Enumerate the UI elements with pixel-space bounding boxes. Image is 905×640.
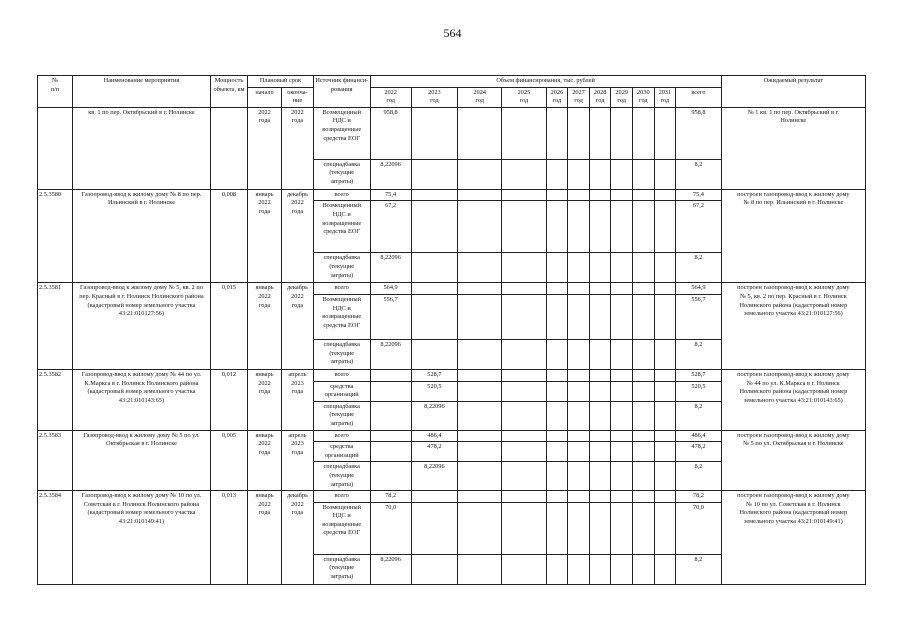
row-source: всего [313,369,370,381]
row-value [654,381,676,401]
row-power: 0,015 [210,283,247,370]
row-value [611,369,633,381]
row-value: 8,2 [676,159,721,189]
header-year: 2023 год [411,87,457,107]
row-value [546,159,568,189]
row-value [633,253,655,283]
row-end: декабрь 2022 года [282,491,314,585]
row-value [568,462,590,491]
row-value [589,430,611,442]
row-source: средства организаций [313,442,370,462]
row-value [633,201,655,253]
row-value [502,554,546,584]
row-value [654,253,676,283]
row-end: декабрь 2022 года [282,189,314,283]
row-value [633,462,655,491]
row-value [568,491,590,503]
row-value [546,189,568,201]
row-value: 486,4 [411,430,457,442]
row-source: спецнадбавка (текущие затраты) [313,339,370,369]
row-value: 8,2 [676,401,721,430]
row-value [370,369,411,381]
header-volume: Объем финансирования, тыс. рублей [370,76,721,88]
row-value [546,294,568,339]
row-value [458,253,502,283]
row-value [568,189,590,201]
row-value [546,554,568,584]
row-value [611,253,633,283]
row-value [654,159,676,189]
row-value [654,491,676,503]
row-value [568,442,590,462]
row-value [458,294,502,339]
row-value [568,401,590,430]
row-source: спецнадбавка (текущие затраты) [313,462,370,491]
row-value [654,462,676,491]
header-end: оконча- ние [282,87,314,107]
row-value [633,401,655,430]
row-value [458,107,502,159]
row-value [502,339,546,369]
row-value [654,107,676,159]
row-value [411,339,457,369]
row-source: спецнадбавка (текущие затраты) [313,159,370,189]
table-body [38,76,866,585]
row-power: 0,008 [210,189,247,283]
row-value [568,159,590,189]
row-value [458,381,502,401]
row-value [411,491,457,503]
table-row [38,283,866,295]
row-value [633,502,655,554]
row-value [458,189,502,201]
header-year: всего [676,87,721,107]
row-value [654,430,676,442]
header-source: Источник финанси- рования [313,76,370,108]
row-value [546,369,568,381]
row-result: построен газопровод-ввод к жилому дому № 10 по ул. Советская в г. Нолинск Нолинского района (кадастровый номер земельного участка 43:21:010149:41) [721,491,865,585]
row-value [458,283,502,295]
row-source: Возмещенный НДС и возвращенные средства ЕОГ [313,502,370,554]
row-value [589,381,611,401]
row-value [411,159,457,189]
row-value [633,189,655,201]
table-row [38,189,866,201]
row-start: январь 2022 года [248,369,282,430]
row-source: Возмещенный НДС и возвращенные средства ЕОГ [313,107,370,159]
row-result: построен газопровод-ввод к жилому дому № 5 по ул. Октябрьская в г. Нолинске [721,430,865,491]
row-value [568,369,590,381]
row-value [611,294,633,339]
row-name: Газопровод-ввод к жилому дому № 10 по ул. Советская в г. Нолинск Нолинского района (кадастровый номер земельного участка 43:21:010149:41) [73,491,211,585]
row-value [458,339,502,369]
row-power [210,107,247,189]
header-num: № п/п [38,76,73,108]
row-value [546,442,568,462]
row-value [633,442,655,462]
row-value [411,554,457,584]
row-value [611,339,633,369]
row-start: 2022 года [248,107,282,189]
row-num: 2.5.3583 [38,430,73,491]
row-value [611,462,633,491]
row-value: 486,4 [676,430,721,442]
header-year: 2026 год [546,87,568,107]
row-name: Газопровод-ввод к жилому дому № 5 по ул. Октябрьская в г. Нолинске [73,430,211,491]
row-value [502,502,546,554]
row-value [589,107,611,159]
row-value [589,462,611,491]
row-value [611,189,633,201]
financing-table [37,75,866,585]
table-row [38,107,866,159]
row-power: 0,005 [210,430,247,491]
row-value [568,253,590,283]
row-value [502,283,546,295]
row-source: спецнадбавка (текущие затраты) [313,554,370,584]
row-source: Возмещенный НДС и возвращенные средства ЕОГ [313,294,370,339]
row-value: 556,7 [370,294,411,339]
row-value [502,159,546,189]
row-source: всего [313,189,370,201]
row-value: 564,9 [370,283,411,295]
row-value [568,381,590,401]
header-start: начало [248,87,282,107]
row-value [633,491,655,503]
row-value [633,430,655,442]
row-value [568,339,590,369]
row-value [458,430,502,442]
row-value [411,107,457,159]
row-num: 2.5.3582 [38,369,73,430]
row-value [502,401,546,430]
row-value: 8,22096 [370,554,411,584]
row-value [611,283,633,295]
row-num: 2.5.3580 [38,189,73,283]
row-value [633,283,655,295]
row-value [654,442,676,462]
row-value [502,430,546,442]
row-value [546,491,568,503]
row-value: 958,8 [370,107,411,159]
row-value [589,159,611,189]
row-value [611,201,633,253]
header-name: Наименование мероприятия [73,76,211,108]
row-value [611,159,633,189]
row-start: январь 2022 года [248,491,282,585]
row-value [589,283,611,295]
table-row [38,491,866,503]
row-start: январь 2022 года [248,189,282,283]
row-value [458,491,502,503]
row-name: кв. 1 по пер. Октябрьский в г. Нолинске [73,107,211,189]
row-value [502,253,546,283]
row-value [633,107,655,159]
row-end: апрель 2023 года [282,430,314,491]
header-year: 2029 год [611,87,633,107]
header-year: 2022 год [370,87,411,107]
row-name: Газопровод-ввод к жилому дому № 44 по ул. К.Маркса в г. Нолинск Нолинского района (кадастровый номер земельного участка 43:21:010143:65) [73,369,211,430]
row-value [589,201,611,253]
row-value [546,253,568,283]
header-result: Ожидаемый результат [721,76,865,108]
row-value [633,339,655,369]
row-value [370,430,411,442]
header-period: Плановый срок [248,76,314,88]
row-end: декабрь 2022 года [282,283,314,370]
row-value [568,502,590,554]
header-year: 2028 год [589,87,611,107]
row-source: всего [313,491,370,503]
row-value: 70,0 [370,502,411,554]
row-value [654,189,676,201]
row-value [654,502,676,554]
row-value [546,201,568,253]
row-value [546,462,568,491]
row-value [568,201,590,253]
row-value [589,502,611,554]
row-power: 0,013 [210,491,247,585]
row-source: средства организаций [313,381,370,401]
row-value [611,554,633,584]
row-value [589,253,611,283]
row-value [370,462,411,491]
row-value [458,369,502,381]
row-value [411,253,457,283]
row-source: спецнадбавка (текущие затраты) [313,253,370,283]
row-end: 2022 года [282,107,314,189]
row-source: спецнадбавка (текущие затраты) [313,401,370,430]
row-value [654,401,676,430]
row-value [546,107,568,159]
row-value [611,491,633,503]
row-value [589,369,611,381]
row-value [458,159,502,189]
row-source: всего [313,283,370,295]
row-value [654,294,676,339]
row-value: 75,4 [370,189,411,201]
row-value [654,201,676,253]
row-value [633,369,655,381]
row-value [633,554,655,584]
row-value [654,339,676,369]
row-value [458,442,502,462]
row-value: 67,2 [370,201,411,253]
row-value [370,442,411,462]
header-power: Мощность объекта, км [210,76,247,108]
row-value [568,554,590,584]
row-value [502,294,546,339]
row-value [589,554,611,584]
row-value: 958,8 [676,107,721,159]
row-value [546,283,568,295]
row-value: 528,7 [411,369,457,381]
row-value: 556,7 [676,294,721,339]
row-start: январь 2022 года [248,283,282,370]
row-value [589,491,611,503]
row-value [502,381,546,401]
row-value [611,502,633,554]
row-start: январь 2022 года [248,430,282,491]
row-value [589,401,611,430]
header-year: 2025 год [502,87,546,107]
row-value [589,339,611,369]
row-value [411,189,457,201]
row-result: построен газопровод-ввод к жилому дому № 44 по ул. К.Маркса в г. Нолинск Нолинского района (кадастровый номер земельного участка 43:21:010143:65) [721,369,865,430]
row-num [38,107,73,189]
row-value: 8,22096 [370,339,411,369]
row-value [611,381,633,401]
row-value [568,107,590,159]
row-result: построен газопровод-ввод к жилому дому № 8 по пер. Ильинский в г. Нолинске [721,189,865,283]
row-power: 0,012 [210,369,247,430]
row-value: 78,2 [370,491,411,503]
row-value [654,554,676,584]
row-value [458,554,502,584]
row-value [411,283,457,295]
row-value [411,294,457,339]
row-value: 70,0 [676,502,721,554]
row-value [458,401,502,430]
row-value [546,401,568,430]
row-value [611,442,633,462]
row-value: 67,2 [676,201,721,253]
row-value: 8,22096 [411,401,457,430]
row-value [502,107,546,159]
row-value [411,502,457,554]
row-value [502,201,546,253]
row-value: 78,2 [676,491,721,503]
row-value [458,462,502,491]
row-value: 528,7 [676,369,721,381]
row-value [568,430,590,442]
row-value [546,381,568,401]
row-value [568,283,590,295]
table-row [38,430,866,442]
row-value [546,430,568,442]
row-value [502,189,546,201]
row-value [654,283,676,295]
row-value [502,491,546,503]
row-value [589,442,611,462]
row-value [654,369,676,381]
row-value [370,401,411,430]
row-value [589,294,611,339]
row-name: Газопровод-ввод к жилому дому № 5, кв. 2 по пер. Красный в г. Нолинск Нолинского района (кадастровый номер земельного участка 43:21:010127:56) [73,283,211,370]
row-value [568,294,590,339]
row-value [546,339,568,369]
header-year: 2030 год [633,87,655,107]
row-value: 8,2 [676,253,721,283]
row-value [546,502,568,554]
row-value: 478,2 [411,442,457,462]
row-value: 520,5 [676,381,721,401]
row-num: 2.5.3584 [38,491,73,585]
row-value [370,381,411,401]
row-source: Возмещенный НДС и возвращенные средства ЕОГ [313,201,370,253]
row-result: № 1 кв. 1 по пер. Октябрьский в г. Нолинске [721,107,865,189]
table-row [38,369,866,381]
row-value [633,381,655,401]
row-value [411,201,457,253]
row-end: апрель 2023 года [282,369,314,430]
row-value: 8,22096 [411,462,457,491]
row-value [633,294,655,339]
row-value: 8,2 [676,554,721,584]
row-value [502,442,546,462]
row-num: 2.5.3581 [38,283,73,370]
row-value [611,401,633,430]
row-value: 8,22096 [370,253,411,283]
row-value [589,189,611,201]
row-value: 8,2 [676,462,721,491]
row-value: 8,22096 [370,159,411,189]
row-value [458,201,502,253]
page-number: 564 [443,26,462,40]
header-row [38,76,866,88]
row-value [633,159,655,189]
row-value [458,502,502,554]
row-value [502,462,546,491]
row-value: 520,5 [411,381,457,401]
row-value [611,107,633,159]
row-name: Газопровод-ввод к жилому дому № 8 по пер. Ильинский в г. Нолинске [73,189,211,283]
row-value: 8,2 [676,339,721,369]
header-year: 2027 год [568,87,590,107]
row-value [502,369,546,381]
row-value: 564,9 [676,283,721,295]
header-year: 2031 год [654,87,676,107]
row-value: 478,2 [676,442,721,462]
row-result: построен газопровод-ввод к жилому дому № 5, кв. 2 по пер. Красный в г. Нолинск Нолинского района (кадастровый номер земельного участка 43:21:010127:56) [721,283,865,370]
row-source: всего [313,430,370,442]
header-year: 2024 год [458,87,502,107]
row-value [611,430,633,442]
row-value: 75,4 [676,189,721,201]
